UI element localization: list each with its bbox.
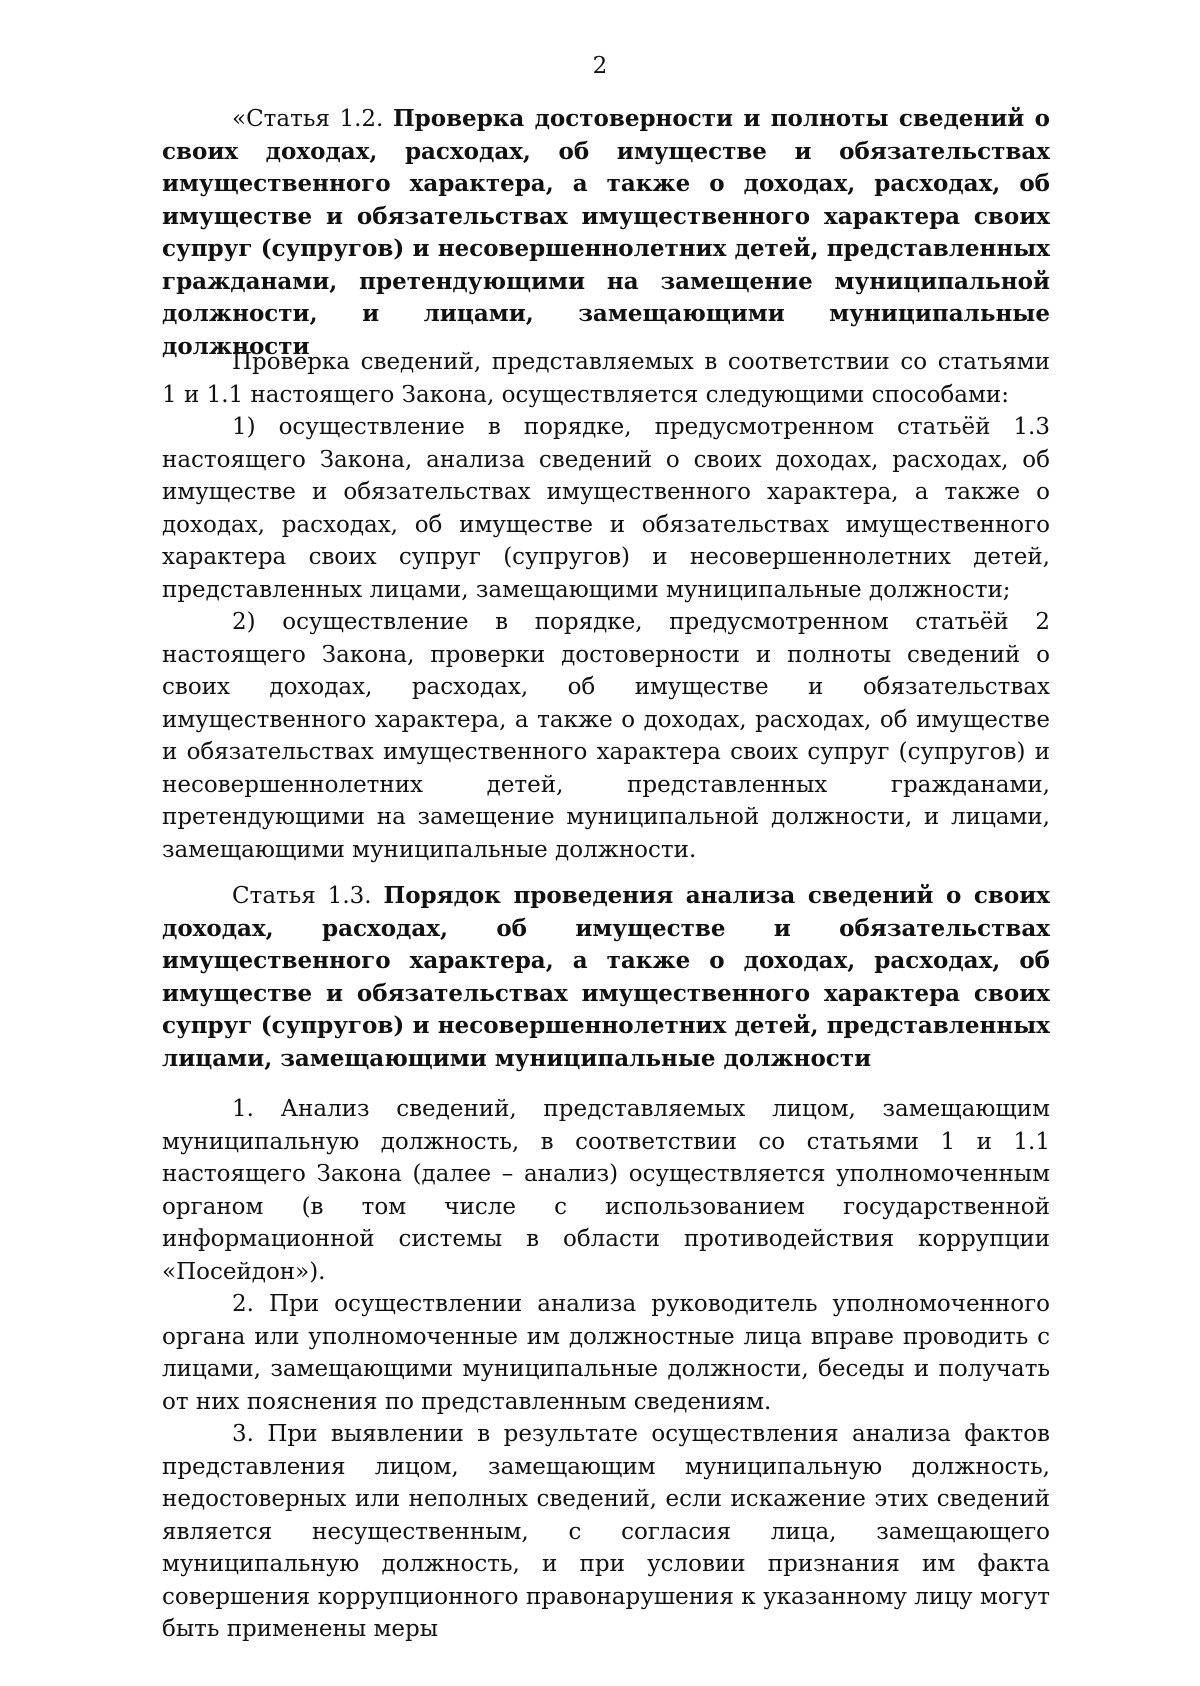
article-1-3-point-2: 2. При осуществлении анализа руководитель уполномоченного органа или уполномоченные им должностные лица вправе проводить с лицами, замещающими муниципальные должности, беседы и получать от них пояснения по представленным сведениям. bbox=[162, 1291, 1050, 1415]
article-1-2-body bbox=[162, 346, 1050, 866]
article-1-3-body bbox=[162, 1093, 1050, 1646]
page-number: 2 bbox=[592, 53, 608, 79]
article-1-3-prefix: Статья 1.3. bbox=[232, 883, 384, 909]
article-1-3-point-3: 3. При выявлении в результате осуществления анализа фактов представления лицом, замещающим муниципальную должность, недостоверных или неполных сведений, если искажение этих сведений является несущественным, с согласия лица, замещающего муниципальную должность, и при условии признания им факта совершения коррупционного правонарушения к указанному лицу могут быть применены меры bbox=[162, 1421, 1050, 1642]
article-1-2-title: Проверка достоверности и полноты сведений о своих доходах, расходах, об имуществе и обязательствах имущественного характера, а также о доходах, расходах, об имуществе и обязательствах имущественного характера своих супруг (супругов) и несовершеннолетних детей, представленных гражданами, претендующими на замещение муниципальной должности, и лицами, замещающими муниципальные должности bbox=[162, 105, 1050, 360]
article-1-3-point-1: 1. Анализ сведений, представляемых лицом, замещающим муниципальную должность, в соответствии со статьями 1 и 1.1 настоящего Закона (далее – анализ) осуществляется уполномоченным органом (в том числе с использованием государственной информационной системы в области противодействия коррупции «Посейдон»). bbox=[162, 1096, 1050, 1285]
article-1-3-heading bbox=[162, 880, 1050, 1075]
article-1-2-heading bbox=[162, 103, 1050, 363]
article-1-2-item-1: 1) осуществление в порядке, предусмотренном статьёй 1.3 настоящего Закона, анализа сведений о своих доходах, расходах, об имуществе и обязательствах имущественного характера, а также о доходах, расходах, об имуществе и обязательствах имущественного характера своих супруг (супругов) и несовершеннолетних детей, представленных лицами, замещающими муниципальные должности; bbox=[162, 414, 1050, 603]
article-1-2-paragraph: Проверка сведений, представляемых в соответствии со статьями 1 и 1.1 настоящего Закона, осуществляется следующими способами: bbox=[162, 349, 1050, 408]
article-1-2-item-2: 2) осуществление в порядке, предусмотренном статьёй 2 настоящего Закона, проверки достоверности и полноты сведений о своих доходах, расходах, об имуществе и обязательствах имущественного характера, а также о доходах, расходах, об имуществе и обязательствах имущественного характера своих супруг (супругов) и несовершеннолетних детей, представленных гражданами, претендующими на замещение муниципальной должности, и лицами, замещающими муниципальные должности. bbox=[162, 609, 1050, 863]
article-1-3-title: Порядок проведения анализа сведений о своих доходах, расходах, об имуществе и обязательствах имущественного характера, а также о доходах, расходах, об имуществе и обязательствах имущественного характера своих супруг (супругов) и несовершеннолетних детей, представленных лицами, замещающими муниципальные должности bbox=[162, 882, 1050, 1072]
article-1-2-prefix: «Статья 1.2. bbox=[232, 106, 393, 132]
